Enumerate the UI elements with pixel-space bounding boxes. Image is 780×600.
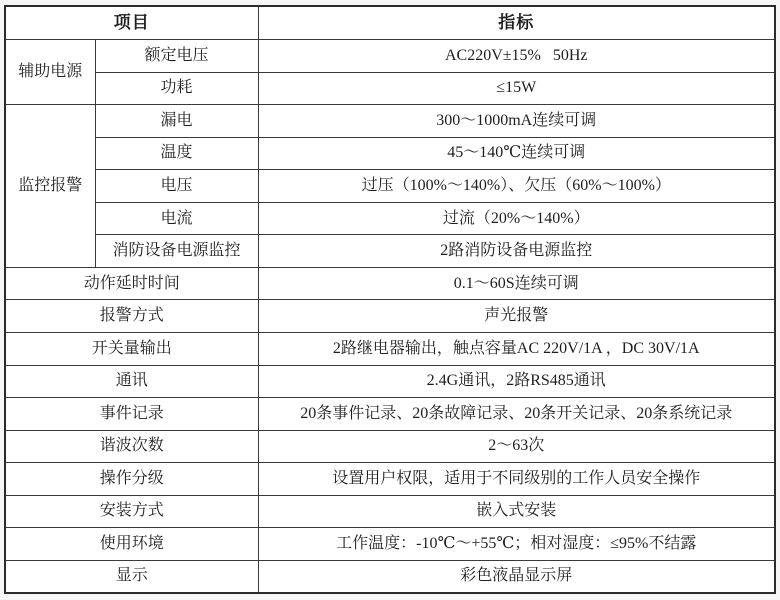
item-cell: 操作分级 (5, 463, 258, 496)
product-spec-table (4, 5, 776, 594)
item-cell: 开关量输出 (5, 332, 258, 365)
subitem-cell: 功耗 (95, 72, 258, 105)
item-cell: 通讯 (5, 365, 258, 398)
column-header-item: 项目 (5, 6, 258, 40)
table-row (5, 300, 775, 333)
item-cell: 动作延时时间 (5, 267, 258, 300)
item-cell: 使用环境 (5, 528, 258, 561)
table-row (5, 105, 775, 138)
subitem-cell: 电流 (95, 202, 258, 235)
spec-value-cell: 2.4G通讯，2路RS485通讯 (258, 365, 775, 398)
table-row (5, 560, 775, 593)
spec-value-cell: 2路消防设备电源监控 (258, 235, 775, 268)
subitem-cell: 额定电压 (95, 40, 258, 73)
spec-value-cell: 2～63次 (258, 430, 775, 463)
table-row (5, 202, 775, 235)
spec-value-cell: 20条事件记录、20条故障记录、20条开关记录、20条系统记录 (258, 398, 775, 431)
spec-value-cell: 0.1～60S连续可调 (258, 267, 775, 300)
subitem-cell: 消防设备电源监控 (95, 235, 258, 268)
spec-value-cell: 声光报警 (258, 300, 775, 333)
item-cell: 事件记录 (5, 398, 258, 431)
table-row (5, 137, 775, 170)
table-row (5, 495, 775, 528)
spec-value-cell: ≤15W (258, 72, 775, 105)
spec-value-cell: 嵌入式安装 (258, 495, 775, 528)
table-row (5, 528, 775, 561)
group-cell-monitor-alarm: 监控报警 (5, 105, 95, 268)
table-row (5, 235, 775, 268)
item-cell: 显示 (5, 560, 258, 593)
table-row (5, 40, 775, 73)
spec-value-cell: 45～140℃连续可调 (258, 137, 775, 170)
group-cell-aux-power: 辅助电源 (5, 40, 95, 105)
column-header-spec: 指标 (258, 6, 775, 40)
item-cell: 谐波次数 (5, 430, 258, 463)
table-row (5, 267, 775, 300)
spec-value-cell: 彩色液晶显示屏 (258, 560, 775, 593)
spec-value-cell: 过流（20%～140%） (258, 202, 775, 235)
spec-value-cell: AC220V±15% 50Hz (258, 40, 775, 73)
table-row (5, 463, 775, 496)
table-row (5, 332, 775, 365)
item-cell: 安装方式 (5, 495, 258, 528)
subitem-cell: 电压 (95, 170, 258, 203)
table-header-row (5, 6, 775, 40)
table-row (5, 398, 775, 431)
item-cell: 报警方式 (5, 300, 258, 333)
table-row (5, 430, 775, 463)
spec-value-cell: 300～1000mA连续可调 (258, 105, 775, 138)
table-row (5, 72, 775, 105)
table-row (5, 365, 775, 398)
subitem-cell: 温度 (95, 137, 258, 170)
spec-value-cell: 过压（100%～140%）、欠压（60%～100%） (258, 170, 775, 203)
spec-value-cell: 设置用户权限，适用于不同级别的工作人员安全操作 (258, 463, 775, 496)
spec-value-cell: 工作温度：-10℃～+55℃；相对湿度：≤95%不结露 (258, 528, 775, 561)
subitem-cell: 漏电 (95, 105, 258, 138)
spec-value-cell: 2路继电器输出，触点容量AC 220V/1A ，DC 30V/1A (258, 332, 775, 365)
table-row (5, 170, 775, 203)
